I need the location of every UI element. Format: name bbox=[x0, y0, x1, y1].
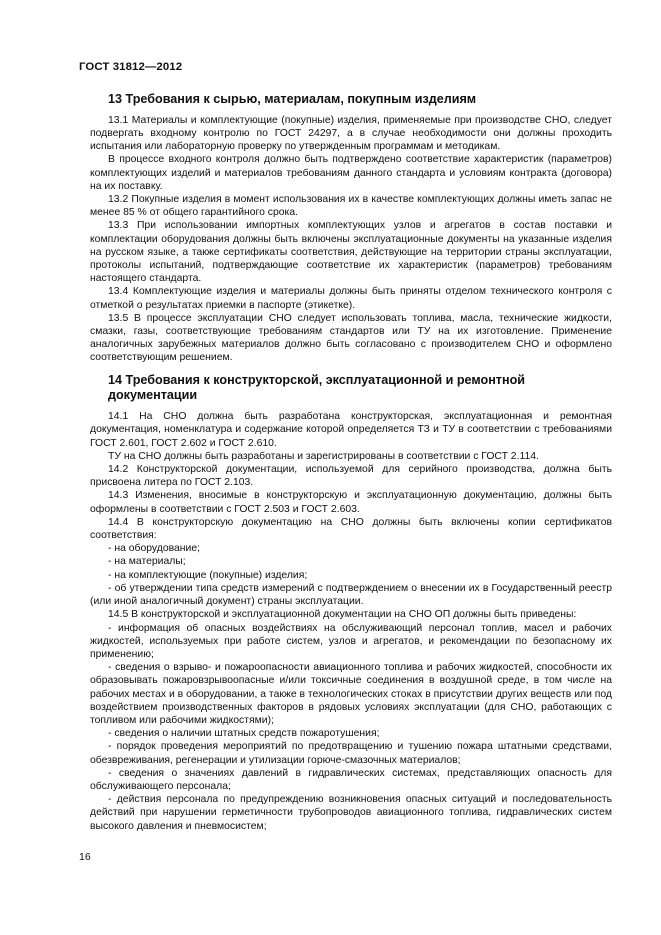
list-item: - сведения о значениях давлений в гидравлических системах, представляющих опасность для обслуживающего персонала; bbox=[90, 767, 612, 792]
section-14-body bbox=[90, 410, 612, 833]
paragraph: 14.4 В конструкторскую документацию на СНО должны быть включены копии сертификатов соответствия: bbox=[90, 516, 612, 542]
list-item: - на материалы; bbox=[108, 556, 186, 568]
section-13-title: 13 Требования к сырью, материалам, покупным изделиям bbox=[108, 92, 477, 106]
list-item: - порядок проведения мероприятий по предотвращению и тушению пожара штатными средствами, обезвреживания, регенерации и утилизации горюче-смазочных материалов; bbox=[90, 741, 612, 766]
list-item: - на комплектующие (покупные) изделия; bbox=[108, 569, 308, 581]
paragraph: 13.1 Материалы и комплектующие (покупные) изделия, применяемые при производстве СНО, следует подвергать входному контролю по ГОСТ 24297, а в случае необходимости они должны проходить испытания или лабораторную проверку по утвержденным программам и методикам. bbox=[90, 114, 612, 153]
paragraph: 14.3 Изменения, вносимые в конструкторскую и эксплуатационную документацию, должны быть оформлены в соответствии с ГОСТ 2.503 и ГОСТ 2.603. bbox=[90, 490, 612, 515]
list-item: - сведения о взрыво- и пожароопасности авиационного топлива и рабочих жидкостей, способности их образовывать пожаровзрывоопасные и/или токсичные соединения в воздушной среде, в том числе на рабочих местах и в оборудовании, а также в технологических стоках в присутствии других веществ или под воздействием производственных факторов в рядовых условиях эксплуатации (для СНО, работающих с топливом или рабочими жидкостями); bbox=[90, 662, 612, 726]
paragraph: 14.2 Конструкторской документации, используемой для серийного производства, должна быть присвоена литера по ГОСТ 2.103. bbox=[90, 464, 612, 489]
paragraph: 14.1 На СНО должна быть разработана конструкторская, эксплуатационная и ремонтная документация, номенклатура и содержание которой определяется ТЗ и ТУ в соответствии с требованиями ГОСТ 2.601, ГОСТ 2.602 и ГОСТ 2.610. bbox=[90, 411, 612, 449]
section-13-body bbox=[90, 114, 612, 365]
list-item: - сведения о наличии штатных средств пожаротушения; bbox=[108, 728, 380, 740]
paragraph: ТУ на СНО должны быть разработаны и зарегистрированы в соответствии с ГОСТ 2.114. bbox=[108, 450, 539, 462]
paragraph: 13.3 При использовании импортных комплектующих узлов и агрегатов в состав поставки и комплектации оборудования должны быть включены эксплуатационные документы на указанные изделия на русском языке, а также сертификаты соответствия, действующие на территории страны эксплуатации, протоколы испытаний, подтверждающие соответствие их характеристик (параметров) требованиям настоящего стандарта. bbox=[90, 220, 612, 285]
paragraph: 13.5 В процессе эксплуатации СНО следует использовать топлива, масла, технические жидкости, смазки, газы, соответствующие требованиям стандартов или ТУ на их изготовление. Применение аналогичных зарубежных материалов должно быть согласовано с производителем СНО и оформлено соответствующим решением. bbox=[90, 312, 612, 364]
list-item: - на оборудование; bbox=[108, 543, 201, 555]
page-number: 16 bbox=[79, 851, 91, 863]
list-item: - информация об опасных воздействиях на обслуживающий персонал топлив, масел и рабочих жидкостей, используемых при работе систем, узлов и агрегатов, и рекомендации по безопасному их применению; bbox=[90, 622, 612, 660]
paragraph: 13.2 Покупные изделия в момент использования их в качестве комплектующих должны иметь запас не менее 85 % от общего гарантийного срока. bbox=[90, 194, 612, 219]
paragraph: 14.5 В конструкторской и эксплуатационной документации на СНО ОП должны быть приведены: bbox=[108, 609, 577, 621]
list-item: - об утверждении типа средств измерений с подтверждением о внесении их в Государственный реестр (или иной аналогичный документ) страны эксплуатации. bbox=[90, 582, 612, 608]
paragraph: 13.4 Комплектующие изделия и материалы должны быть приняты отделом технического контроля с отметкой о результатах приемки в паспорте (этикетке). bbox=[90, 286, 612, 311]
list-item: - действия персонала по предупреждению возникновения опасных ситуаций и последовательность действий при нарушении герметичности трубопроводов авиационного топлива, гидравлических систем высокого давления и пневмосистем; bbox=[90, 794, 612, 832]
page-content bbox=[90, 88, 612, 833]
section-14-title: 14 Требования к конструкторской, эксплуатационной и ремонтной документации bbox=[108, 372, 526, 403]
document-id: ГОСТ 31812—2012 bbox=[79, 61, 183, 73]
paragraph: В процессе входного контроля должно быть подтверждено соответствие характеристик (параметров) комплектующих изделий и материалов требованиям данного стандарта и условиям контракта (договора) на их поставку. bbox=[90, 154, 612, 192]
